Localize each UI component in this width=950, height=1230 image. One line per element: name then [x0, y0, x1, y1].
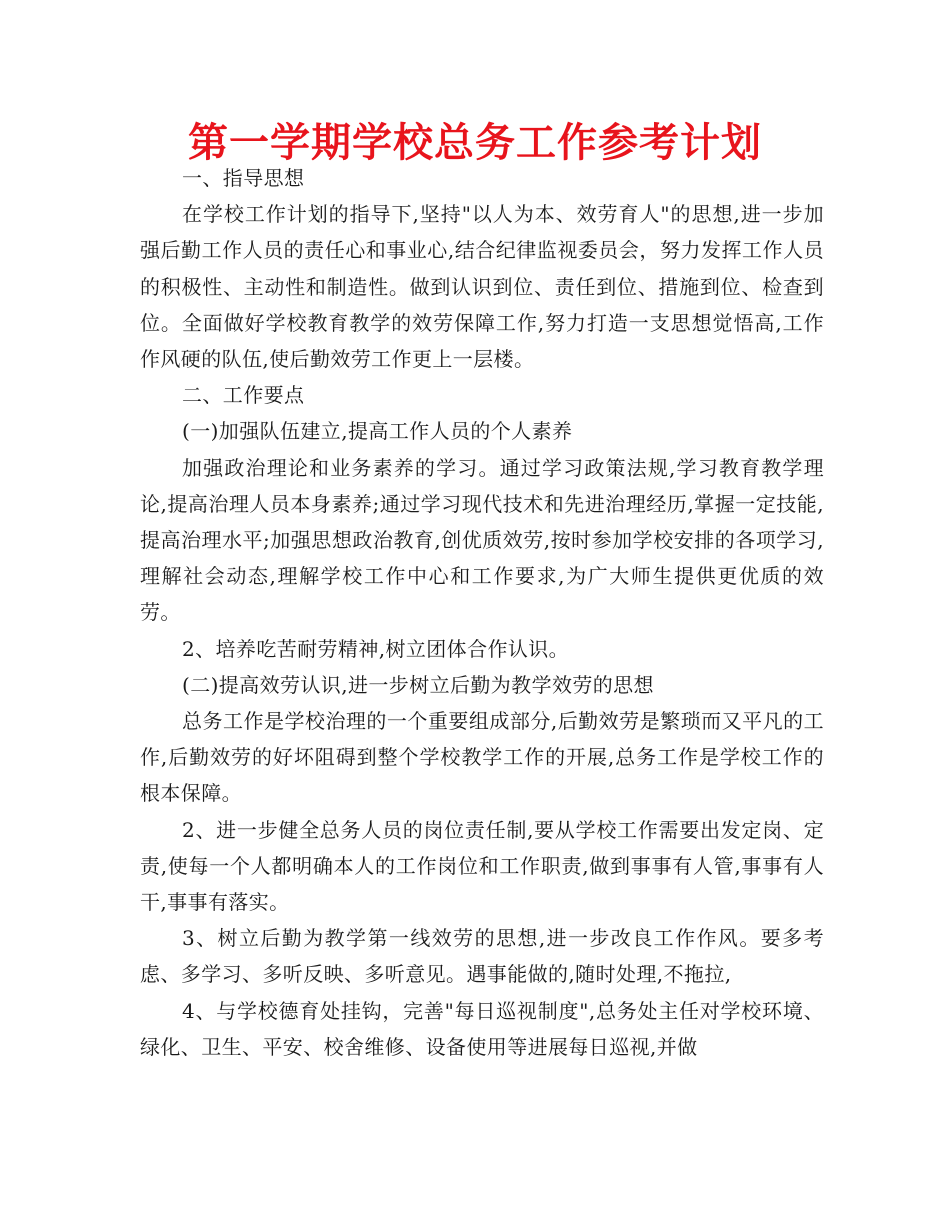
- paragraph-political-study: 加强政治理论和业务素养的学习。通过学习政策法规,学习教育教学理论,提高治理人员本身素养;通过学习现代技术和先进治理经历,掌握一定技能,提高治理水平;加强思想政治教育,创优质效劳,按时参加学校安排的各项学习,理解社会动态,理解学校工作中心和工作要求,为广大师生提供更优质的效劳。: [140, 455, 824, 625]
- heading-guiding-thought: 一、指导思想: [182, 166, 305, 190]
- item-daily-inspection: 4、与学校德育处挂钩，完善"每日巡视制度",总务处主任对学校环境、绿化、卫生、平安、校舍维修、设备使用等进展每日巡视,并做: [140, 998, 824, 1059]
- item-hardworking-spirit: 2、培养吃苦耐劳精神,树立团体合作认识。: [182, 636, 570, 661]
- heading-work-points: 二、工作要点: [182, 383, 305, 408]
- subheading-team-building: (一)加强队伍建立,提高工作人员的个人素养: [182, 419, 573, 444]
- item-service-teaching: 3、树立后勤为教学第一线效劳的思想,进一步改良工作作风。要多考虑、多学习、多听反映、多听意见。遇事能做的,随时处理,不拖拉,: [140, 926, 824, 987]
- subheading-service-awareness: (二)提高效劳认识,进一步树立后勤为教学效劳的思想: [182, 672, 654, 697]
- item-responsibility-system: 2、进一步健全总务人员的岗位责任制,要从学校工作需要出发定岗、定责,使每一个人都明确本人的工作岗位和工作职责,做到事事有人管,事事有人干,事事有落实。: [140, 817, 824, 915]
- paragraph-guiding-thought: 在学校工作计划的指导下,坚持"以人为本、效劳育人"的思想,进一步加强后勤工作人员的责任心和事业心,结合纪律监视委员会，努力发挥工作人员的积极性、主动性和制造性。做到认识到位、责任到位、措施到位、检查到位。全面做好学校教育教学的效劳保障工作,努力打造一支思想觉悟高,工作作风硬的队伍,使后勤效劳工作更上一层楼。: [140, 202, 824, 372]
- paragraph-general-affairs: 总务工作是学校治理的一个重要组成部分,后勤效劳是繁琐而又平凡的工作,后勤效劳的好坏阻碍到整个学校教学工作的开展,总务工作是学校工作的根本保障。: [140, 709, 824, 806]
- document-body: [140, 160, 824, 1065]
- document-title: 第一学期学校总务工作参考计划: [188, 120, 762, 166]
